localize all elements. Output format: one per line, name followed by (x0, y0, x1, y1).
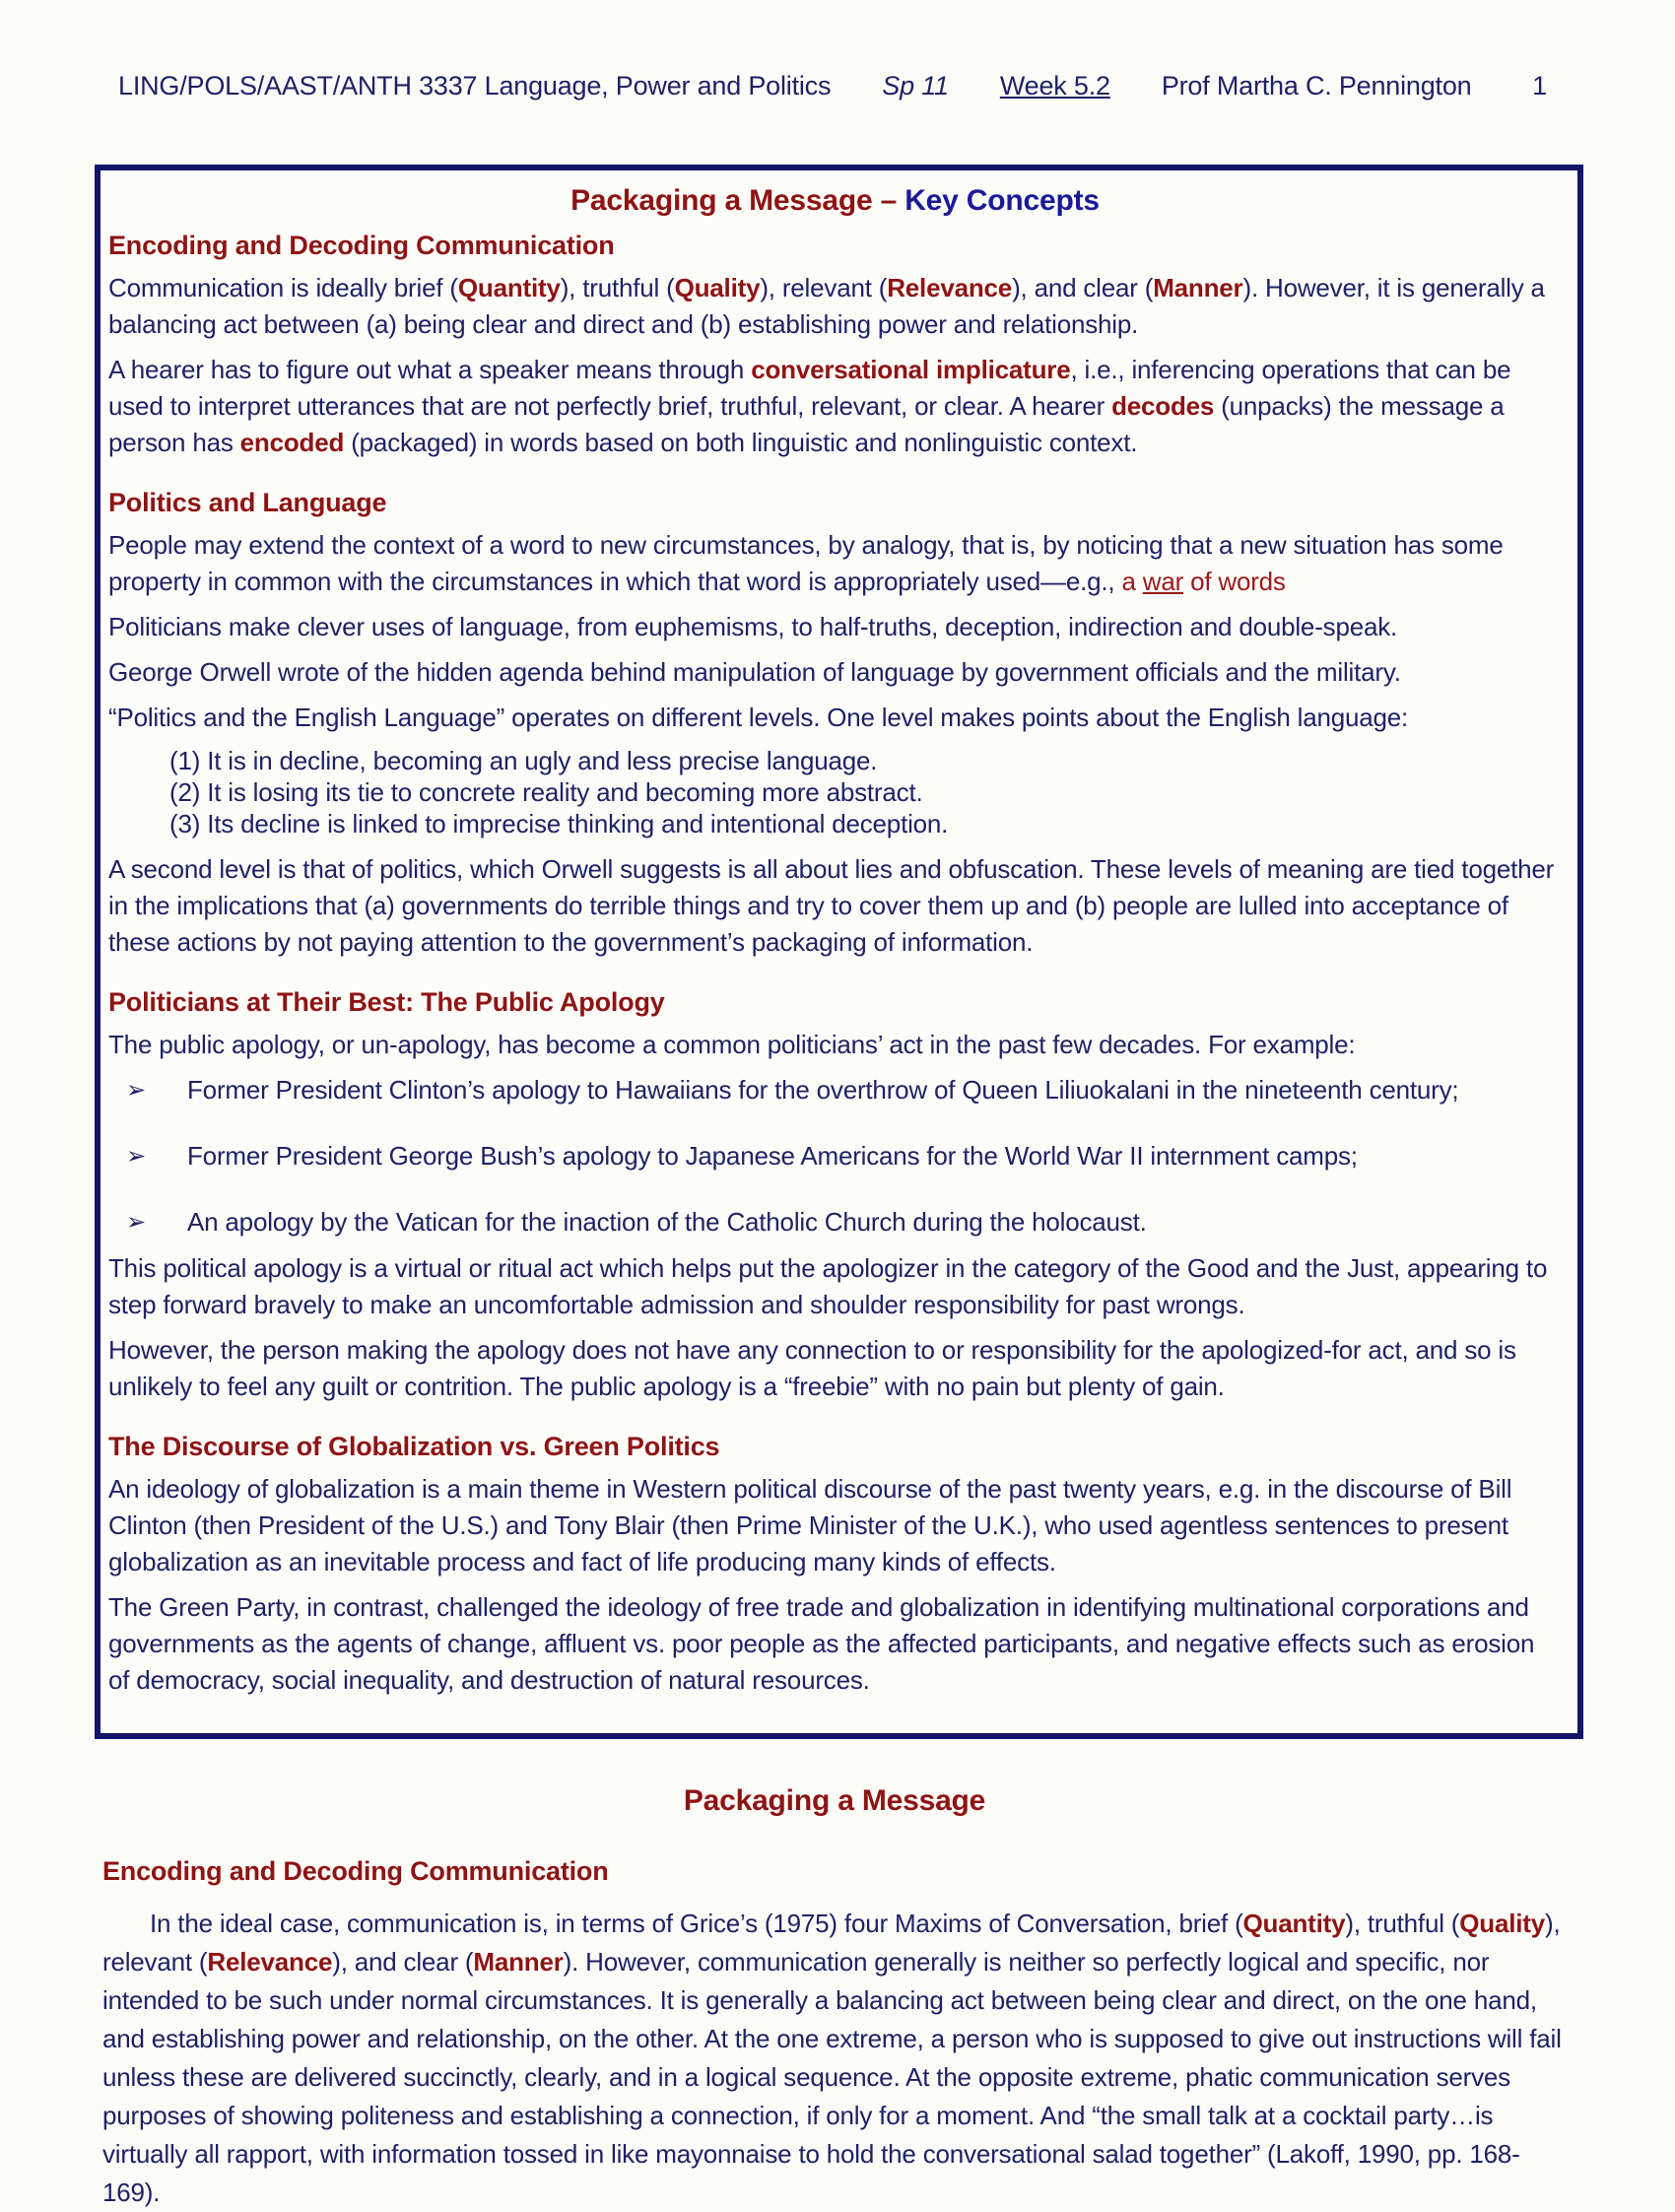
term-label: Sp 11 (882, 71, 949, 101)
bullet-list (108, 1072, 1562, 1240)
text-segment: A hearer has to figure out what a speaker means through (108, 355, 752, 384)
paragraph-unapology: The public apology, or un-apology, has become a common politicians’ act in the past few decades. For example: (108, 1030, 1356, 1059)
heading-globalization: The Discourse of Globalization vs. Green Politics (108, 1432, 720, 1461)
keyword-manner: Manner (473, 1947, 564, 1977)
text-segment-red: a (1121, 567, 1143, 596)
paragraph-maxims (108, 270, 1562, 343)
keyword-quality: Quality (674, 273, 761, 302)
paragraph-word-context (108, 527, 1562, 600)
keyword-quantity: Quantity (1242, 1909, 1346, 1938)
box-title-red: Packaging a Message – (570, 184, 905, 217)
paragraph-ideology: An ideology of globalization is a main theme in Western political discourse of the past twenty years, e.g. in the discourse of Bill Clinton (then President of the U.S.) and Tony Blair (then Prime Minister of the U.K.), who used agentless sentences to present globalization as an inevitable process and fact of life producing many kinds of effects. (108, 1474, 1512, 1576)
list-item (108, 1072, 1562, 1108)
paragraph-orwell: George Orwell wrote of the hidden agenda behind manipulation of language by government officials and the military. (108, 657, 1401, 687)
keyword-decodes: decodes (1111, 391, 1215, 421)
text-segment: ), and clear ( (332, 1947, 474, 1977)
paragraph-ritual-act: This political apology is a virtual or ritual act which helps put the apologizer in the category of the Good and the Just, appearing to step forward bravely to make an uncomfortable admission and shoulder responsibility for past wrongs. (108, 1253, 1548, 1319)
paragraph-second-level: A second level is that of politics, which Orwell suggests is all about lies and obfuscation. These levels of meaning are tied together in the implications that (a) governments do terrible things and try to cover them up and (b) people are lulled into acceptance of these actions by not paying attention to the government’s packaging of information. (108, 854, 1555, 957)
keyword-quantity: Quantity (457, 273, 561, 302)
text-segment: (unpacks) the message a person has (108, 391, 1505, 457)
text-segment: ), relevant ( (760, 273, 888, 302)
text-segment: ), truthful ( (560, 273, 675, 302)
paragraph-grice (102, 1905, 1567, 2212)
week-label: Week 5.2 (999, 71, 1110, 101)
numbered-list (169, 745, 1562, 839)
keyword-quality: Quality (1459, 1909, 1545, 1938)
page-header (118, 0, 1547, 101)
keyword-conversational-implicature: conversational implicature (751, 355, 1071, 384)
text-segment: , i.e., inferencing operations that can be used to interpret utterances that are not perfectly brief, truthful, relevant, or clear. A hearer (108, 355, 1511, 421)
paragraph-green-party: The Green Party, in contrast, challenged the ideology of free trade and globalization in identifying multinational corporations and governments as the agents of change, affluent vs. poor people as the affected participants, and negative effects such as erosion of democracy, social inequality, and destruction of natural resources. (108, 1592, 1535, 1695)
key-concepts-box (95, 165, 1583, 1739)
heading-encoding-decoding: Encoding and Decoding Communication (108, 231, 615, 260)
list-item (108, 1138, 1562, 1174)
keyword-relevance: Relevance (887, 273, 1013, 302)
text-segment: ). However, communication generally is neither so perfectly logical and specific, nor intended to be such under normal circumstances. It is generally a balancing act between being clear and direct, on the one hand, and establishing power and relationship, on the other. At the one extreme, a person who is supposed to give out instructions will fail unless these are delivered succinctly, clearly, and in a logical sequence. At the opposite extreme, phatic communication serves purposes of showing politeness and establishing a connection, if only for a moment. And “the small talk at a cocktail party…is virtually all rapport, with information tossed in like mayonnaise to hold the conversational salad together” (Lakoff, 1990, pp. 168-169). (102, 1947, 1562, 2207)
page-number: 1 (1532, 71, 1547, 101)
text-segment: ), truthful ( (1345, 1909, 1460, 1938)
list-item: (1) It is in decline, becoming an ugly and less precise language. (169, 746, 878, 775)
paragraph-euphemisms: Politicians make clever uses of language, from euphemisms, to half-truths, deception, indirection and double-speak. (108, 612, 1398, 641)
box-title (108, 184, 1562, 218)
arrow-bullet-icon: ➢ (126, 1077, 146, 1104)
arrow-bullet-icon: ➢ (126, 1209, 146, 1236)
bullet-text: Former President George Bush’s apology to Japanese Americans for the World War II internment camps; (187, 1141, 1358, 1171)
heading-politics-and-language: Politics and Language (108, 488, 387, 517)
keyword-relevance: Relevance (207, 1947, 333, 1977)
list-item: (2) It is losing its tie to concrete reality and becoming more abstract. (169, 777, 923, 807)
text-segment: ), and clear ( (1012, 273, 1154, 302)
heading-encoding-decoding-2: Encoding and Decoding Communication (102, 1856, 609, 1886)
course-title: LING/POLS/AAST/ANTH 3337 Language, Power and Politics (118, 71, 832, 101)
list-item (108, 1204, 1562, 1240)
arrow-bullet-icon: ➢ (126, 1143, 146, 1170)
war-underlined: war (1142, 567, 1184, 596)
keyword-manner: Manner (1153, 273, 1243, 302)
heading-public-apology: Politicians at Their Best: The Public Apology (108, 987, 665, 1017)
keyword-encoded: encoded (239, 428, 345, 457)
lower-section (102, 1784, 1567, 2212)
text-segment: People may extend the context of a word to new circumstances, by analogy, that is, by noticing that a new situation has some property in common with the circumstances in which that word is appropriately used—e.g., (108, 530, 1504, 596)
text-segment: ), relevant ( (102, 1909, 1561, 1977)
professor-name: Prof Martha C. Pennington (1161, 71, 1472, 101)
paragraph-implicature (108, 352, 1562, 461)
paragraph-freebie: However, the person making the apology does not have any connection to or responsibility for the apologized-for act, and so is unlikely to feel any guilt or contrition. The public apology is a “freebie” with no pain but plenty of gain. (108, 1335, 1516, 1401)
bullet-text: Former President Clinton’s apology to Hawaiians for the overthrow of Queen Liliuokalani in the nineteenth century; (187, 1075, 1459, 1105)
box-title-blue: Key Concepts (904, 184, 1100, 217)
text-segment: Communication is ideally brief ( (108, 273, 458, 302)
text-segment: ). However, it is generally a balancing act between (a) being clear and direct and (b) establishing power and relationship. (108, 273, 1545, 339)
text-segment: (packaged) in words based on both linguistic and nonlinguistic context. (344, 428, 1138, 457)
paragraph-english-language: “Politics and the English Language” operates on different levels. One level makes points about the English language: (108, 703, 1409, 732)
section-title: Packaging a Message (683, 1784, 986, 1817)
text-segment-red: of words (1183, 567, 1286, 596)
bullet-text: An apology by the Vatican for the inaction of the Catholic Church during the holocaust. (187, 1207, 1147, 1237)
text-segment: In the ideal case, communication is, in terms of Grice’s (1975) four Maxims of Conversation, brief ( (150, 1909, 1243, 1938)
list-item: (3) Its decline is linked to imprecise thinking and intentional deception. (169, 809, 949, 838)
